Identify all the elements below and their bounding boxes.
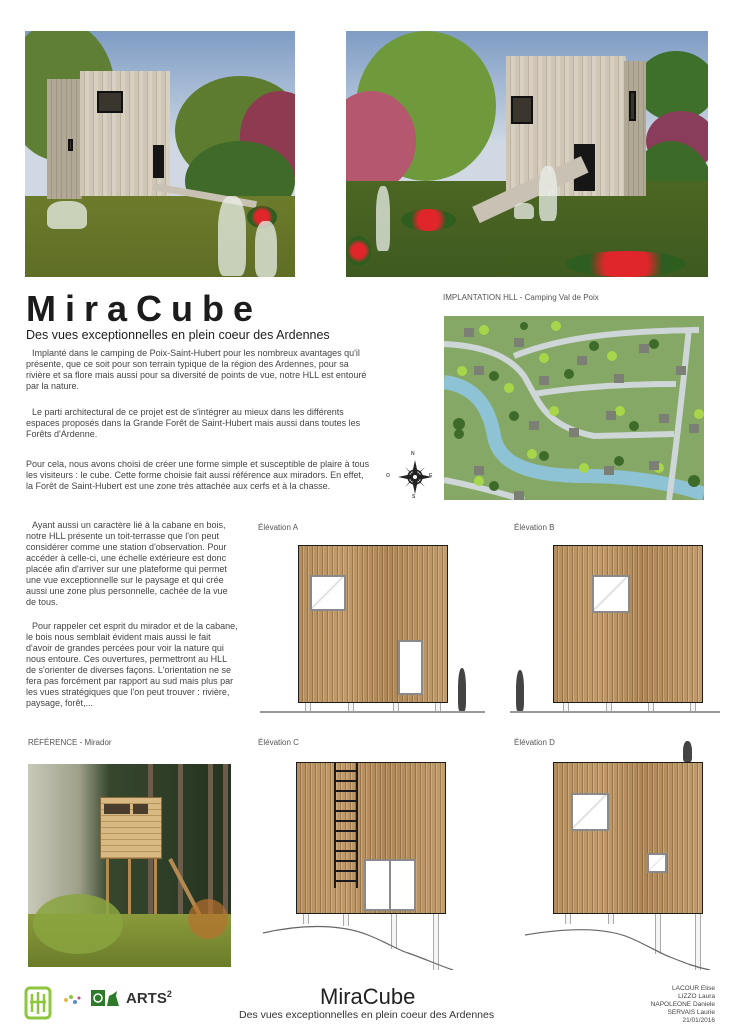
scale-figure bbox=[458, 668, 466, 711]
side-paragraph-1: Ayant aussi un caractère lié à la cabane en bois, notre HLL présente un toit-terrasse que l'on peut considérer comme une station d'observation. Pour accéder à celle-ci, une échelle extérieure est donc placée afin d'arriver sur une plateforme qui permet une vue exceptionnelle sur le paysage et qui crée aussi une zone plus personnelle, cachée de la vue de tous. bbox=[26, 520, 228, 607]
compass-s: S bbox=[412, 494, 416, 500]
elevation-b-drawing bbox=[510, 540, 720, 715]
render-perspective-1 bbox=[25, 31, 295, 277]
elevation-d-drawing bbox=[510, 755, 720, 970]
render-perspective-2 bbox=[346, 31, 708, 277]
credit-author: LIZZO Laura bbox=[678, 993, 715, 1000]
compass-n: N bbox=[411, 451, 415, 457]
credit-author: NAPOLEONE Daniele bbox=[650, 1001, 715, 1008]
logo-mark-icon bbox=[24, 986, 52, 1020]
side-paragraph-2: Pour rappeler cet esprit du mirador et de la cabane, le bois nous semblait évident mais aussi le fait d'avoir de grandes percées pour voir la nature qui nous entoure. Ces ouvertures, permettront au HLL de s'orienter de diverses façons. L'orientation ne se fera pas forcément par rapport au sud mais plus par les vues stratégiques que l'on peut trouver : rivière, paysage, forêt,... bbox=[26, 621, 238, 708]
reference-mirador-photo bbox=[28, 764, 231, 967]
credit-date: 21/01/2016 bbox=[682, 1017, 715, 1024]
footer-subtitle: Des vues exceptionnelles en plein coeur des Ardennes bbox=[239, 1009, 495, 1021]
scale-figure-roof bbox=[683, 741, 692, 762]
elevation-a-label: Élévation A bbox=[258, 523, 299, 532]
credit-author: SERVAIS Laurie bbox=[667, 1009, 715, 1016]
intro-paragraph-3: Pour cela, nous avons choisi de créer une forme simple et susceptible de plaire à tous les visiteurs : le cube. Cette forme choisie fait aussi référence aux miradors. En effet, la Forêt de Saint-Hubert est une zone très attachée aux cerfs et à la chasse. bbox=[26, 459, 370, 491]
credit-author: LACOUR Elise bbox=[672, 985, 715, 992]
site-plan-map bbox=[444, 316, 704, 500]
implantation-label: IMPLANTATION HLL - Camping Val de Poix bbox=[443, 293, 599, 302]
elevation-d-label: Élévation D bbox=[514, 738, 555, 747]
reference-label: RÉFÉRENCE - Mirador bbox=[28, 738, 112, 747]
credits-block bbox=[605, 985, 715, 1024]
page-subtitle: Des vues exceptionnelles en plein coeur des Ardennes bbox=[26, 328, 330, 342]
footer-title: MiraCube bbox=[320, 984, 416, 1009]
logo-partner-2-icon bbox=[91, 990, 121, 1008]
intro-paragraph-2: Le parti architectural de ce projet est de s'intégrer au mieux dans les différents espaces proposés dans la Grande Forêt de Saint-Hubert mais aussi dans toutes les Forêts d'Ardenne. bbox=[26, 407, 361, 439]
elevation-a-drawing bbox=[260, 540, 485, 715]
scale-figure bbox=[516, 670, 524, 711]
compass-o: O bbox=[386, 473, 390, 479]
elevation-c-drawing bbox=[258, 755, 488, 970]
logo-partner-1-icon bbox=[60, 992, 84, 1008]
elevation-b-label: Élévation B bbox=[514, 523, 555, 532]
page-title: MiraCube bbox=[26, 288, 263, 329]
elevation-c-label: Élévation C bbox=[258, 738, 299, 747]
compass-e: E bbox=[429, 473, 433, 479]
intro-paragraph-1: Implanté dans le camping de Poix-Saint-Hubert pour les nombreux avantages qu'il présente, que ce soit pour son terrain typique de la région des Ardennes, pour sa rivière et sa flore mais aussi pour sa diversité de points de vue, notre HLL est entouré par la nature. bbox=[26, 348, 367, 391]
ladder bbox=[334, 762, 358, 888]
logo-arts2: ARTS$^2$ bbox=[126, 989, 172, 1007]
